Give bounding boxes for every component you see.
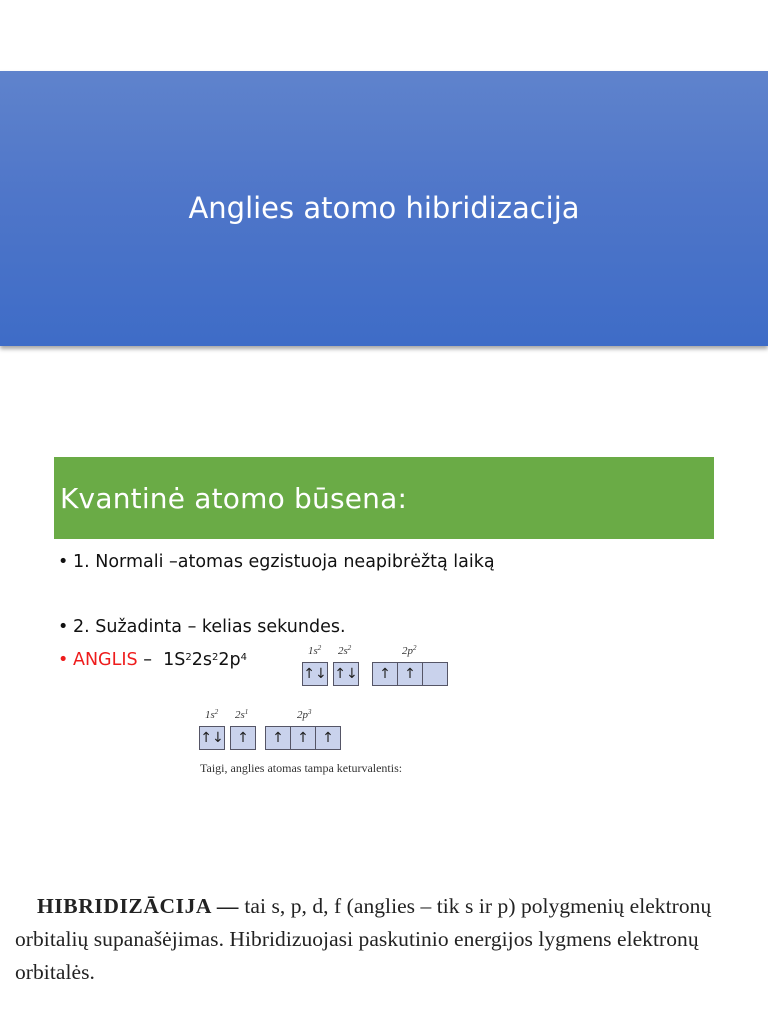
- section-heading: Kvantinė atomo būsena:: [60, 481, 408, 515]
- orbital-cell: ↑↓: [200, 727, 224, 749]
- orbital-cell: ↑: [231, 727, 255, 749]
- orbital-label-1s: $1s^2$: [308, 644, 322, 657]
- diagram-caption: Taigi, anglies atomas tampa keturvalentis:: [200, 761, 403, 775]
- orbital-box-2s: [333, 662, 359, 686]
- orbital-label-2s: $2s^2$: [338, 644, 352, 657]
- orbital-label-2p: $2p^2$: [402, 644, 417, 657]
- bullet-excited: [58, 617, 346, 637]
- orbital-label-1s: $1s^2$: [205, 708, 219, 721]
- definition-paragraph: [15, 890, 735, 989]
- dash: –: [137, 650, 164, 670]
- orbital-cell: ↑↓: [303, 663, 327, 685]
- definition-text: tai s, p, d, f (anglies – tik s ir p) polygmenių elektronų: [238, 894, 712, 918]
- formula-part: 1S: [163, 650, 186, 670]
- bullet-text: 2. Sužadinta – kelias sekundes.: [73, 617, 346, 637]
- slide-title: Anglies atomo hibridizacija: [188, 190, 580, 225]
- bullet-dot: •: [58, 617, 69, 637]
- formula-sup: 2: [185, 652, 192, 663]
- orbital-box-2p: [372, 662, 448, 686]
- orbital-cell: ↑: [291, 727, 316, 749]
- orbital-box-1s: [199, 726, 225, 750]
- orbital-cell: [423, 663, 447, 685]
- formula-sup: 2: [212, 652, 219, 663]
- bullet-text: 1. Normali –atomas egzistuoja neapibrėžtą laiką: [73, 552, 495, 572]
- orbital-cell: ↑: [373, 663, 398, 685]
- bullet-dot: •: [58, 552, 69, 572]
- formula-part: 2s: [191, 650, 212, 670]
- orbital-cell: ↑: [266, 727, 291, 749]
- section-header: [54, 457, 714, 539]
- bullet-dot: •: [58, 650, 69, 670]
- orbital-box-2s: [230, 726, 256, 750]
- definition-line: [15, 890, 735, 923]
- formula-sup: 4: [240, 652, 247, 663]
- orbital-cell: ↑↓: [334, 663, 358, 685]
- orbital-box-2p: [265, 726, 341, 750]
- orbital-cell: ↑: [316, 727, 340, 749]
- bullet-carbon: [58, 650, 247, 670]
- orbital-label-2s: $2s^1$: [235, 708, 249, 721]
- orbital-cell: ↑: [398, 663, 423, 685]
- definition-line: orbitalės.: [15, 960, 95, 984]
- bullet-normal: [58, 552, 495, 572]
- orbital-box-1s: [302, 662, 328, 686]
- formula-part: 2p: [218, 650, 241, 670]
- orbital-label-2p: $2p^3$: [297, 708, 312, 721]
- definition-term: HIBRIDIZĀCIJA —: [37, 894, 239, 918]
- carbon-formula: [138, 650, 247, 670]
- carbon-label: ANGLIS: [73, 650, 138, 670]
- title-slide: [0, 71, 768, 346]
- definition-line: orbitalių supanašėjimas. Hibridizuojasi paskutinio energijos lygmens elektronų: [15, 927, 699, 951]
